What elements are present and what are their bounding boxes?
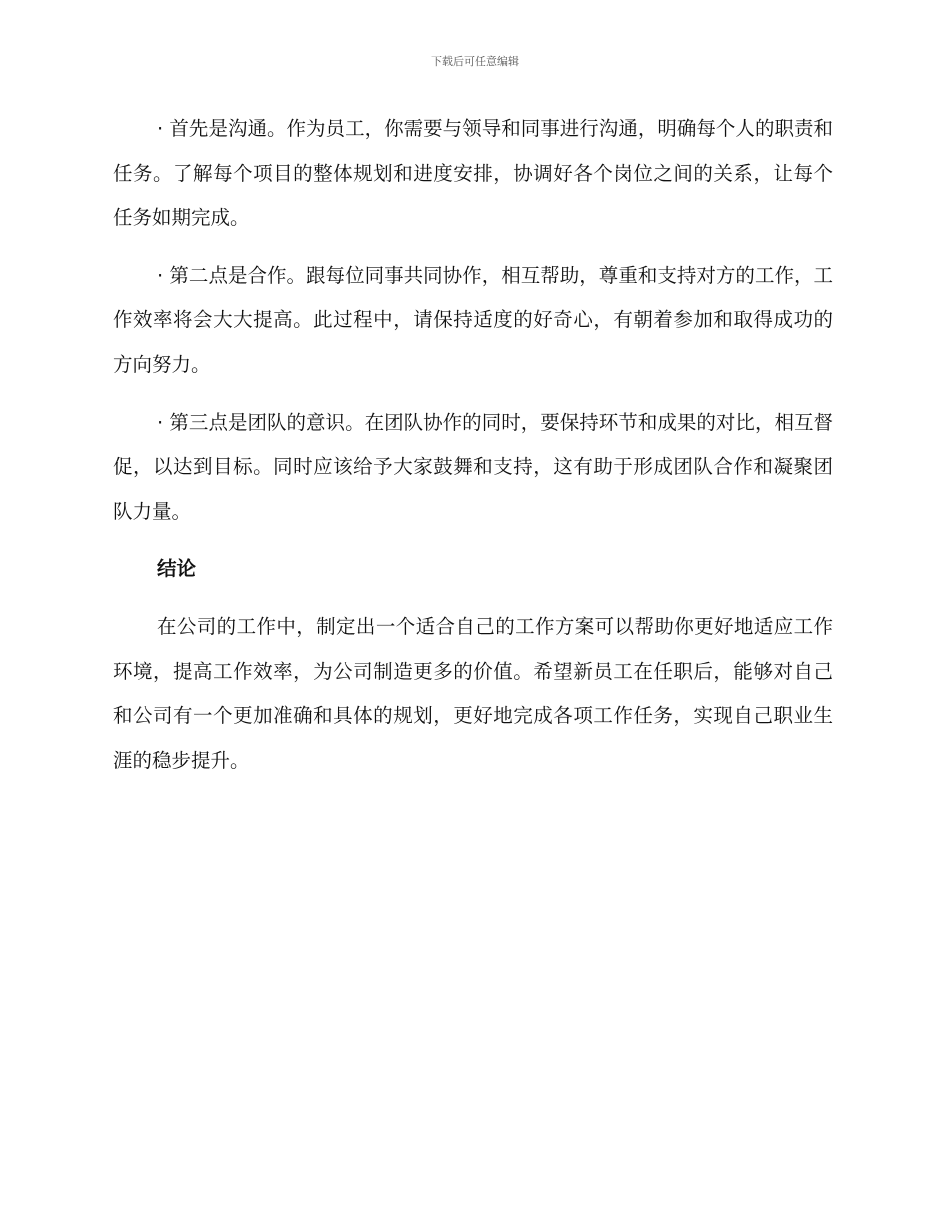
conclusion-paragraph: 在公司的工作中，制定出一个适合自己的工作方案可以帮助你更好地适应工作环境，提高工作效率，为公司制造更多的价值。希望新员工在任职后，能够对自己和公司有一个更加准确和具体的规划，更好地完成各项工作任务，实现自己职业生涯的稳步提升。 bbox=[113, 614, 833, 772]
paragraph-cooperation: · 第二点是合作。跟每位同事共同协作，相互帮助，尊重和支持对方的工作，工作效率将会大大提高。此过程中，请保持适度的好奇心，有朝着参加和取得成功的方向努力。 bbox=[113, 263, 833, 376]
paragraph-team-awareness: · 第三点是团队的意识。在团队协作的同时，要保持环节和成果的对比，相互督促，以达到目标。同时应该给予大家鼓舞和支持，这有助于形成团队合作和凝聚团队力量。 bbox=[113, 410, 833, 523]
document-body bbox=[113, 107, 833, 796]
paragraph-communication: · 首先是沟通。作为员工，你需要与领导和同事进行沟通，明确每个人的职责和任务。了解每个项目的整体规划和进度安排，协调好各个岗位之间的关系，让每个任务如期完成。 bbox=[113, 117, 833, 230]
conclusion-heading: 结论 bbox=[157, 557, 197, 581]
header-note: 下载后可任意编辑 bbox=[431, 55, 519, 68]
